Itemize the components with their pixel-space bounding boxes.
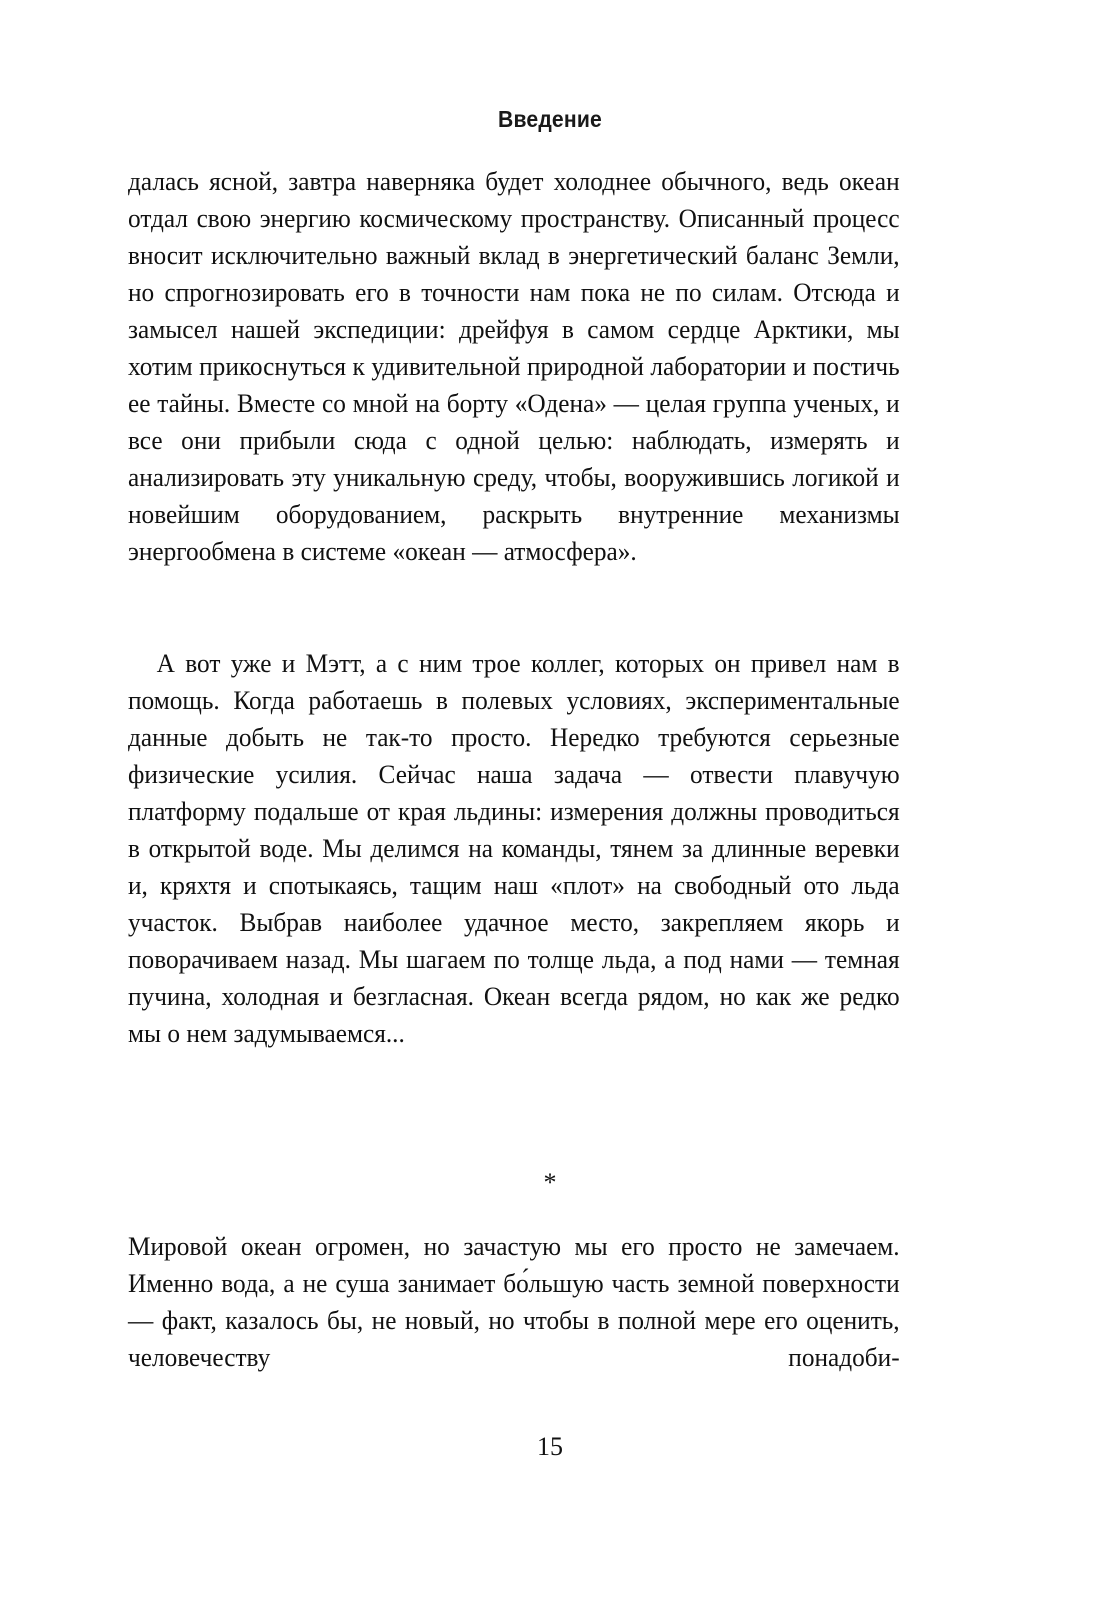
asterisk-glyph: * (543, 1168, 557, 1197)
paragraph-block-world-ocean (128, 1228, 900, 1413)
body-paragraph: А вот уже и Мэтт, а с ним трое коллег, которых он привел нам в помощь. Когда работаешь в полевых условиях, экспериментальные данные добыть не так-то просто. Нередко требуются серьезные физические усилия. Сейчас наша задача — отвести плавучую платформу подальше от края льдины: измерения должны проводиться в открытой воде. Мы делимся на команды, тянем за длинные веревки и, кряхтя и спотыкаясь, тащим наш «плот» на свободный ото льда участок. Выбрав наиболее удачное место, закрепляем якорь и поворачиваем назад. Мы шагаем по толще льда, а под нами — темная пучина, холодная и безгласная. Океан всегда рядом, но как же редко мы о нем задумываемся... (128, 648, 900, 1048)
section-separator (0, 1168, 1100, 1198)
body-paragraph-last-line: чтобы в полной мере его оценить, человечеству понадоби- (128, 1305, 900, 1372)
page-number (0, 1432, 1100, 1462)
body-paragraph-main: Мировой океан огромен, но зачастую мы его просто не замечаем. Именно вода, а не суша занимает бо́льшую часть земной поверхности — факт, казалось бы, не новый, но (128, 1231, 900, 1335)
paragraph-block-continued (128, 163, 900, 570)
body-paragraph (128, 1228, 900, 1413)
running-head: Введение (497, 106, 603, 132)
paragraph-block-matt (128, 645, 900, 1052)
page-number-value: 15 (537, 1432, 563, 1461)
body-paragraph: далась ясной, завтра наверняка будет холоднее обычного, ведь океан отдал свою энергию космическому пространству. Описанный процесс вносит исключительно важный вклад в энергетический баланс Земли, но спрогнозировать его в точности нам пока не по силам. Отсюда и замысел нашей экспедиции: дрейфуя в самом сердце Арктики, мы хотим прикоснуться к удивительной природной лаборатории и постичь ее тайны. Вместе со мной на борту «Одена» — целая группа ученых, и все они прибыли сюда с одной целью: наблюдать, измерять и анализировать эту уникальную среду, чтобы, вооружившись логикой и новейшим оборудованием, раскрыть внутренние механизмы энергообмена в системе «океан — атмосфера». (128, 166, 900, 566)
